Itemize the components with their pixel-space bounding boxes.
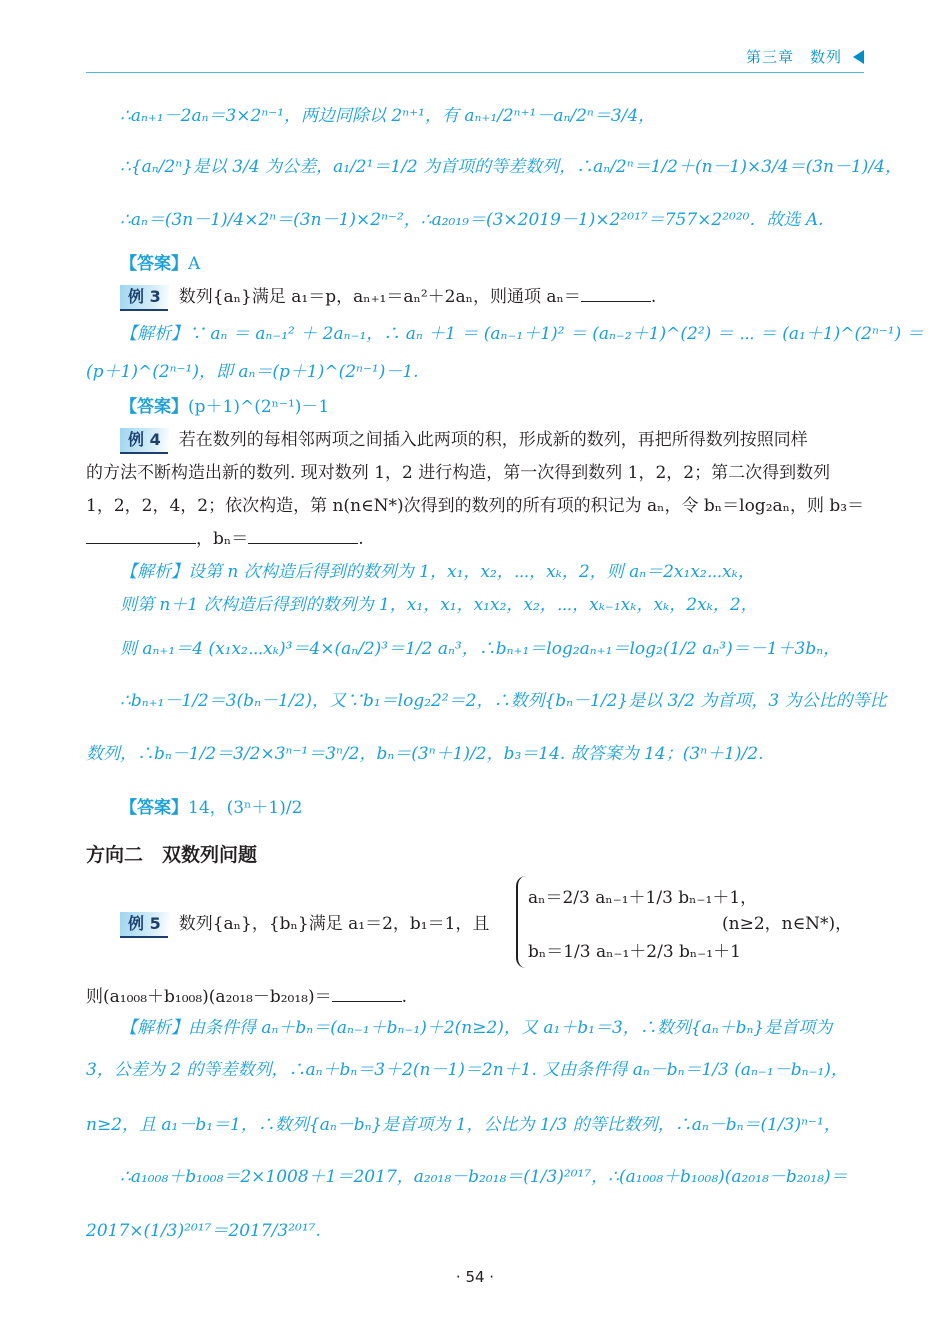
solution-line-26: 2017×(1/3)²⁰¹⁷＝2017/3²⁰¹⁷. — [86, 1221, 321, 1241]
example-5-ask: 则(a₁₀₀₈＋b₁₀₀₈)(a₂₀₁₈－b₂₀₁₈)＝ . — [86, 987, 408, 1007]
answer-line-3 — [120, 796, 302, 820]
answer-tag: 【答案】 — [120, 397, 188, 417]
solution-line-16: ∴bₙ₊₁－1/2＝3(bₙ－1/2)，又∵b₁＝log₂2²＝2，∴数列{bₙ－1/2}是以 3/2 为首项，3 为公比的等比 — [120, 691, 887, 711]
solution-line-3: ∴aₙ＝(3n－1)/4×2ⁿ＝(3n－1)×2ⁿ⁻²，∴a₂₀₁₉＝(3×2019－1)×2²⁰¹⁷＝757×2²⁰²⁰．故选 A. — [120, 210, 824, 230]
solution-line-17: 数列，∴bₙ－1/2＝3/2×3ⁿ⁻¹＝3ⁿ/2，bₙ＝(3ⁿ＋1)/2，b₃＝14. 故答案为 14；(3ⁿ＋1)/2. — [86, 744, 764, 764]
answer-blank — [248, 529, 358, 544]
answer-line-2 — [120, 395, 329, 419]
answer-value: A — [188, 254, 201, 274]
solution-line-14: 则第 n＋1 次构造后得到的数列为 1，x₁，x₁，x₁x₂，x₂，⋯，xₖ₋₁xₖ，xₖ，2xₖ，2， — [120, 595, 758, 615]
system-equation-1: aₙ＝2/3 aₙ₋₁＋1/3 bₙ₋₁＋1， — [528, 888, 758, 908]
solution-line-15: 则 aₙ₊₁＝4 (x₁x₂⋯xₖ)³＝4×(aₙ/2)³＝1/2 aₙ³，∴bₙ₊₁＝log₂aₙ₊₁＝log₂(1/2 aₙ³)＝－1＋3bₙ， — [120, 639, 841, 659]
example-5-ask-text: 则(a₁₀₀₈＋b₁₀₀₈)(a₂₀₁₈－b₂₀₁₈)＝ — [86, 987, 332, 1007]
solution-line-13: 【解析】设第 n 次构造后得到的数列为 1，x₁，x₂，⋯，xₖ，2，则 aₙ＝2x₁x₂⋯xₖ， — [120, 562, 755, 582]
answer-value: 14，(3ⁿ＋1)/2 — [188, 798, 303, 818]
example-4-text-4: ，bₙ＝ — [196, 529, 249, 549]
example-badge: 例 3 — [120, 285, 169, 309]
example-badge: 例 5 — [120, 912, 169, 936]
solution-line-24: n≥2，且 a₁－b₁＝1，∴数列{aₙ－bₙ}是首项为 1，公比为 1/3 的等比数列，∴aₙ－bₙ＝(1/3)ⁿ⁻¹， — [86, 1115, 841, 1135]
triangle-left-icon — [853, 50, 864, 64]
system-equation-2: bₙ＝1/3 aₙ₋₁＋2/3 bₙ₋₁＋1 — [528, 942, 741, 962]
answer-blank — [581, 287, 651, 302]
solution-line-2: ∴{aₙ/2ⁿ}是以 3/4 为公差，a₁/2¹＝1/2 为首项的等差数列，∴aₙ/2ⁿ＝1/2＋(n－1)×3/4＝(3n－1)/4， — [120, 157, 902, 177]
system-condition: (n≥2，n∈N*)， — [722, 914, 853, 934]
section-title: 方向二 双数列问题 — [86, 844, 258, 866]
example-badge: 例 4 — [120, 428, 169, 452]
page-header — [86, 44, 864, 73]
solution-line-6: 【解析】∵ aₙ ＝ aₙ₋₁² ＋ 2aₙ₋₁，∴ aₙ ＋1 ＝ (aₙ₋₁＋1)² ＝ (aₙ₋₂＋1)^(2²) ＝ ⋯ ＝ (a₁＋1)^(2ⁿ⁻¹) ＝ — [120, 324, 924, 344]
example-4-line-3: 1，2，2，4，2；依次构造，第 n(n∈N*)次得到的数列的所有项的积记为 aₙ，令 bₙ＝log₂aₙ，则 b₃＝ — [86, 496, 865, 516]
example-3: 例 3 数列{aₙ}满足 a₁＝p，aₙ₊₁＝aₙ²＋2aₙ，则通项 aₙ＝ . — [120, 285, 656, 309]
chapter-title: 第三章 数列 — [745, 48, 842, 66]
answer-blank — [332, 987, 402, 1002]
example-5 — [120, 912, 489, 936]
example-4-line-2: 的方法不断构造出新的数列. 现对数列 1，2 进行构造，第一次得到数列 1，2，2；第二次得到数列 — [86, 463, 831, 483]
page-number: · 54 · — [455, 1268, 495, 1286]
example-4-line-1 — [120, 428, 808, 452]
answer-line-1 — [120, 252, 200, 276]
solution-line-25: ∴a₁₀₀₈＋b₁₀₀₈＝2×1008＋1＝2017，a₂₀₁₈－b₂₀₁₈＝(1/3)²⁰¹⁷，∴(a₁₀₀₈＋b₁₀₀₈)(a₂₀₁₈－b₂₀₁₈)＝ — [120, 1167, 848, 1187]
answer-blank — [86, 529, 196, 544]
example-3-text: 数列{aₙ}满足 a₁＝p，aₙ₊₁＝aₙ²＋2aₙ，则通项 aₙ＝ — [178, 287, 581, 307]
solution-line-23: 3，公差为 2 的等差数列，∴aₙ＋bₙ＝3＋2(n－1)＝2n＋1. 又由条件得 aₙ－bₙ＝1/3 (aₙ₋₁－bₙ₋₁)， — [86, 1060, 848, 1080]
answer-tag: 【答案】 — [120, 798, 188, 818]
answer-tag: 【答案】 — [120, 254, 188, 274]
solution-line-1: ∴aₙ₊₁－2aₙ＝3×2ⁿ⁻¹，两边同除以 2ⁿ⁺¹，有 aₙ₊₁/2ⁿ⁺¹－aₙ/2ⁿ＝3/4， — [120, 106, 656, 126]
example-4-text-1: 若在数列的每相邻两项之间插入此两项的积，形成新的数列，再把所得数列按照同样 — [178, 430, 808, 450]
answer-value: (p＋1)^(2ⁿ⁻¹)－1 — [188, 397, 330, 417]
solution-line-22: 【解析】由条件得 aₙ＋bₙ＝(aₙ₋₁＋bₙ₋₁)＋2(n≥2)，又 a₁＋b₁＝3，∴数列{aₙ＋bₙ}是首项为 — [120, 1018, 833, 1038]
example-5-text: 数列{aₙ}，{bₙ}满足 a₁＝2，b₁＝1，且 — [178, 914, 490, 934]
solution-line-7: (p＋1)^(2ⁿ⁻¹)，即 aₙ＝(p＋1)^(2ⁿ⁻¹)－1. — [86, 362, 419, 382]
example-4-line-4: ，bₙ＝ . — [86, 527, 364, 551]
